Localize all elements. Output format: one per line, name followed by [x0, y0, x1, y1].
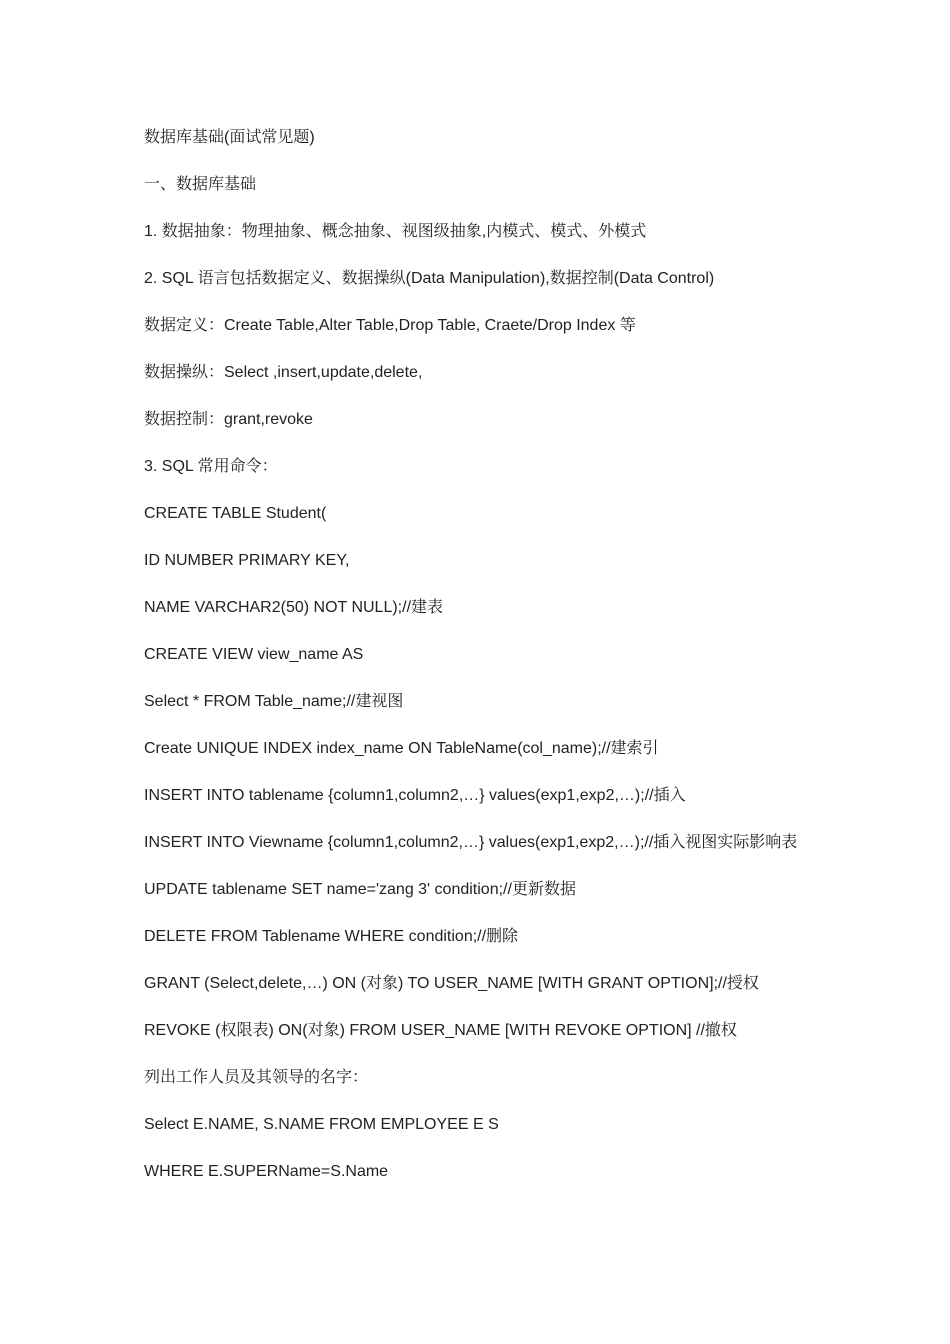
code-line: DELETE FROM Tablename WHERE condition;//删除	[144, 928, 519, 945]
code-line: GRANT (Select,delete,…) ON (对象) TO USER_NAME [WITH GRANT OPTION];//授权	[144, 975, 759, 992]
code-line: NAME VARCHAR2(50) NOT NULL);//建表	[144, 599, 444, 616]
paragraph: 3. SQL 常用命令：	[144, 458, 278, 475]
code-line: Select E.NAME, S.NAME FROM EMPLOYEE E S	[144, 1116, 499, 1133]
code-line: REVOKE (权限表) ON(对象) FROM USER_NAME [WITH REVOKE OPTION] //撤权	[144, 1022, 737, 1039]
document-body	[144, 126, 814, 1207]
code-line: CREATE TABLE Student(	[144, 505, 327, 522]
code-line: Create UNIQUE INDEX index_name ON TableName(col_name);//建索引	[144, 740, 659, 757]
paragraph: 数据操纵：Select ,insert,update,delete,	[144, 364, 423, 381]
code-line: INSERT INTO Viewname {column1,column2,…} values(exp1,exp2,…);//插入视图实际影响表	[144, 834, 798, 851]
code-line: ID NUMBER PRIMARY KEY,	[144, 552, 350, 569]
document-title: 数据库基础(面试常见题)	[144, 129, 315, 146]
code-line: CREATE VIEW view_name AS	[144, 646, 364, 663]
paragraph: 数据定义：Create Table,Alter Table,Drop Table, Craete/Drop Index 等	[144, 317, 636, 334]
paragraph: 列出工作人员及其领导的名字：	[144, 1069, 369, 1086]
code-line: Select * FROM Table_name;//建视图	[144, 693, 404, 710]
paragraph: 2. SQL 语言包括数据定义、数据操纵(Data Manipulation),数据控制(Data Control)	[144, 270, 715, 287]
paragraph: 数据控制：grant,revoke	[144, 411, 313, 428]
section-heading: 一、数据库基础	[144, 176, 257, 193]
paragraph: 1. 数据抽象：物理抽象、概念抽象、视图级抽象,内模式、模式、外模式	[144, 223, 647, 240]
code-line: UPDATE tablename SET name='zang 3' condition;//更新数据	[144, 881, 576, 898]
code-line: INSERT INTO tablename {column1,column2,…} values(exp1,exp2,…);//插入	[144, 787, 686, 804]
code-line: WHERE E.SUPERName=S.Name	[144, 1163, 389, 1180]
